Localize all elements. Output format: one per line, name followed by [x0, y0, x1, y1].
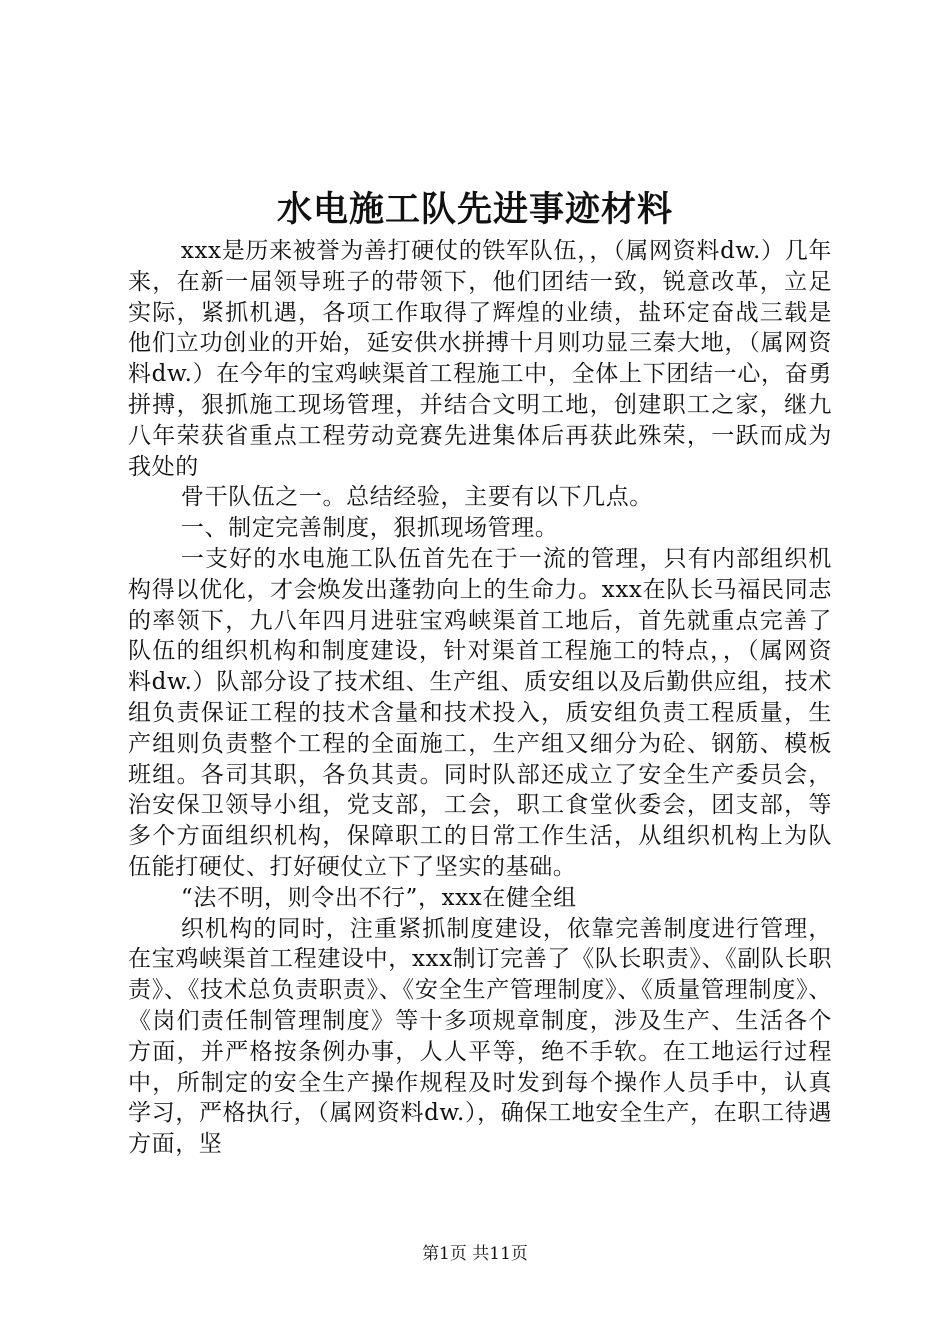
paragraph-quote: “法不明，则令出不行”，xxx在健全组: [180, 884, 577, 911]
page-footer: 第1页 共11页: [422, 1244, 528, 1264]
paragraph-rules: 织机构的同时，注重紧抓制度建设，依靠完善制度进行管理，在宝鸡峡渠首工程建设中，xxx制订完善了《队长职责》、《副队长职责》、《技术总负责职责》、《安全生产管理制度》、《质量管理制度》、《岗们责任制管理制度》等十多项规章制度，涉及生产、生活各个方面，并严格按条例办事，人人平等，绝不手软。在工地运行过程中，所制定的安全生产操作规程及时发到每个操作人员手中，认真学习，严格执行，（属网资料dw.），确保工地安全生产，在职工待遇方面，坚: [128, 915, 832, 1158]
paragraph-organization: 一支好的水电施工队伍首先在于一流的管理，只有内部组织机构得以优化，才会焕发出蓬勃向上的生命力。xxx在队长马福民同志的率领下，九八年四月进驻宝鸡峡渠首工地后，首先就重点完善了队伍的组织机构和制度建设，针对渠首工程施工的特点，，（属网资料dw.）队部分设了技术组、生产组、质安组以及后勤供应组，技术组负责保证工程的技术含量和技术投入，质安组负责工程质量，生产组则负责整个工程的全面施工，生产组又细分为砼、钢筋、模板班组。各司其职，各负其责。同时队部还成立了安全生产委员会，治安保卫领导小组，党支部，工会，职工食堂伙委会，团支部，等多个方面组织机构，保障职工的日常工作生活，从组织机构上为队伍能打硬仗、打好硬仗立下了坚实的基础。: [128, 545, 832, 880]
paragraph-summary: 骨干队伍之一。总结经验，主要有以下几点。: [180, 484, 653, 511]
section-heading-1: 一、制定完善制度，狠抓现场管理。: [180, 515, 559, 542]
paragraph-intro: xxx是历来被誉为善打硬仗的铁军队伍，，（属网资料dw.）几年来，在新一届领导班子的带领下，他们团结一致，锐意改革，立足实际，紧抓机遇，各项工作取得了辉煌的业绩，盐环定奋战三载是他们立功创业的开始，延安供水拼搏十月则功显三秦大地，（属网资料dw.）在今年的宝鸡峡渠首工程施工中，全体上下团结一心，奋勇拼搏，狠抓施工现场管理，并结合文明工地，创建职工之家，继九八年荣获省重点工程劳动竞赛先进集体后再获此殊荣，一跃而成为我处的: [128, 238, 832, 480]
document-title: 水电施工队先进事迹材料: [276, 189, 673, 230]
document-body: [128, 236, 832, 1160]
